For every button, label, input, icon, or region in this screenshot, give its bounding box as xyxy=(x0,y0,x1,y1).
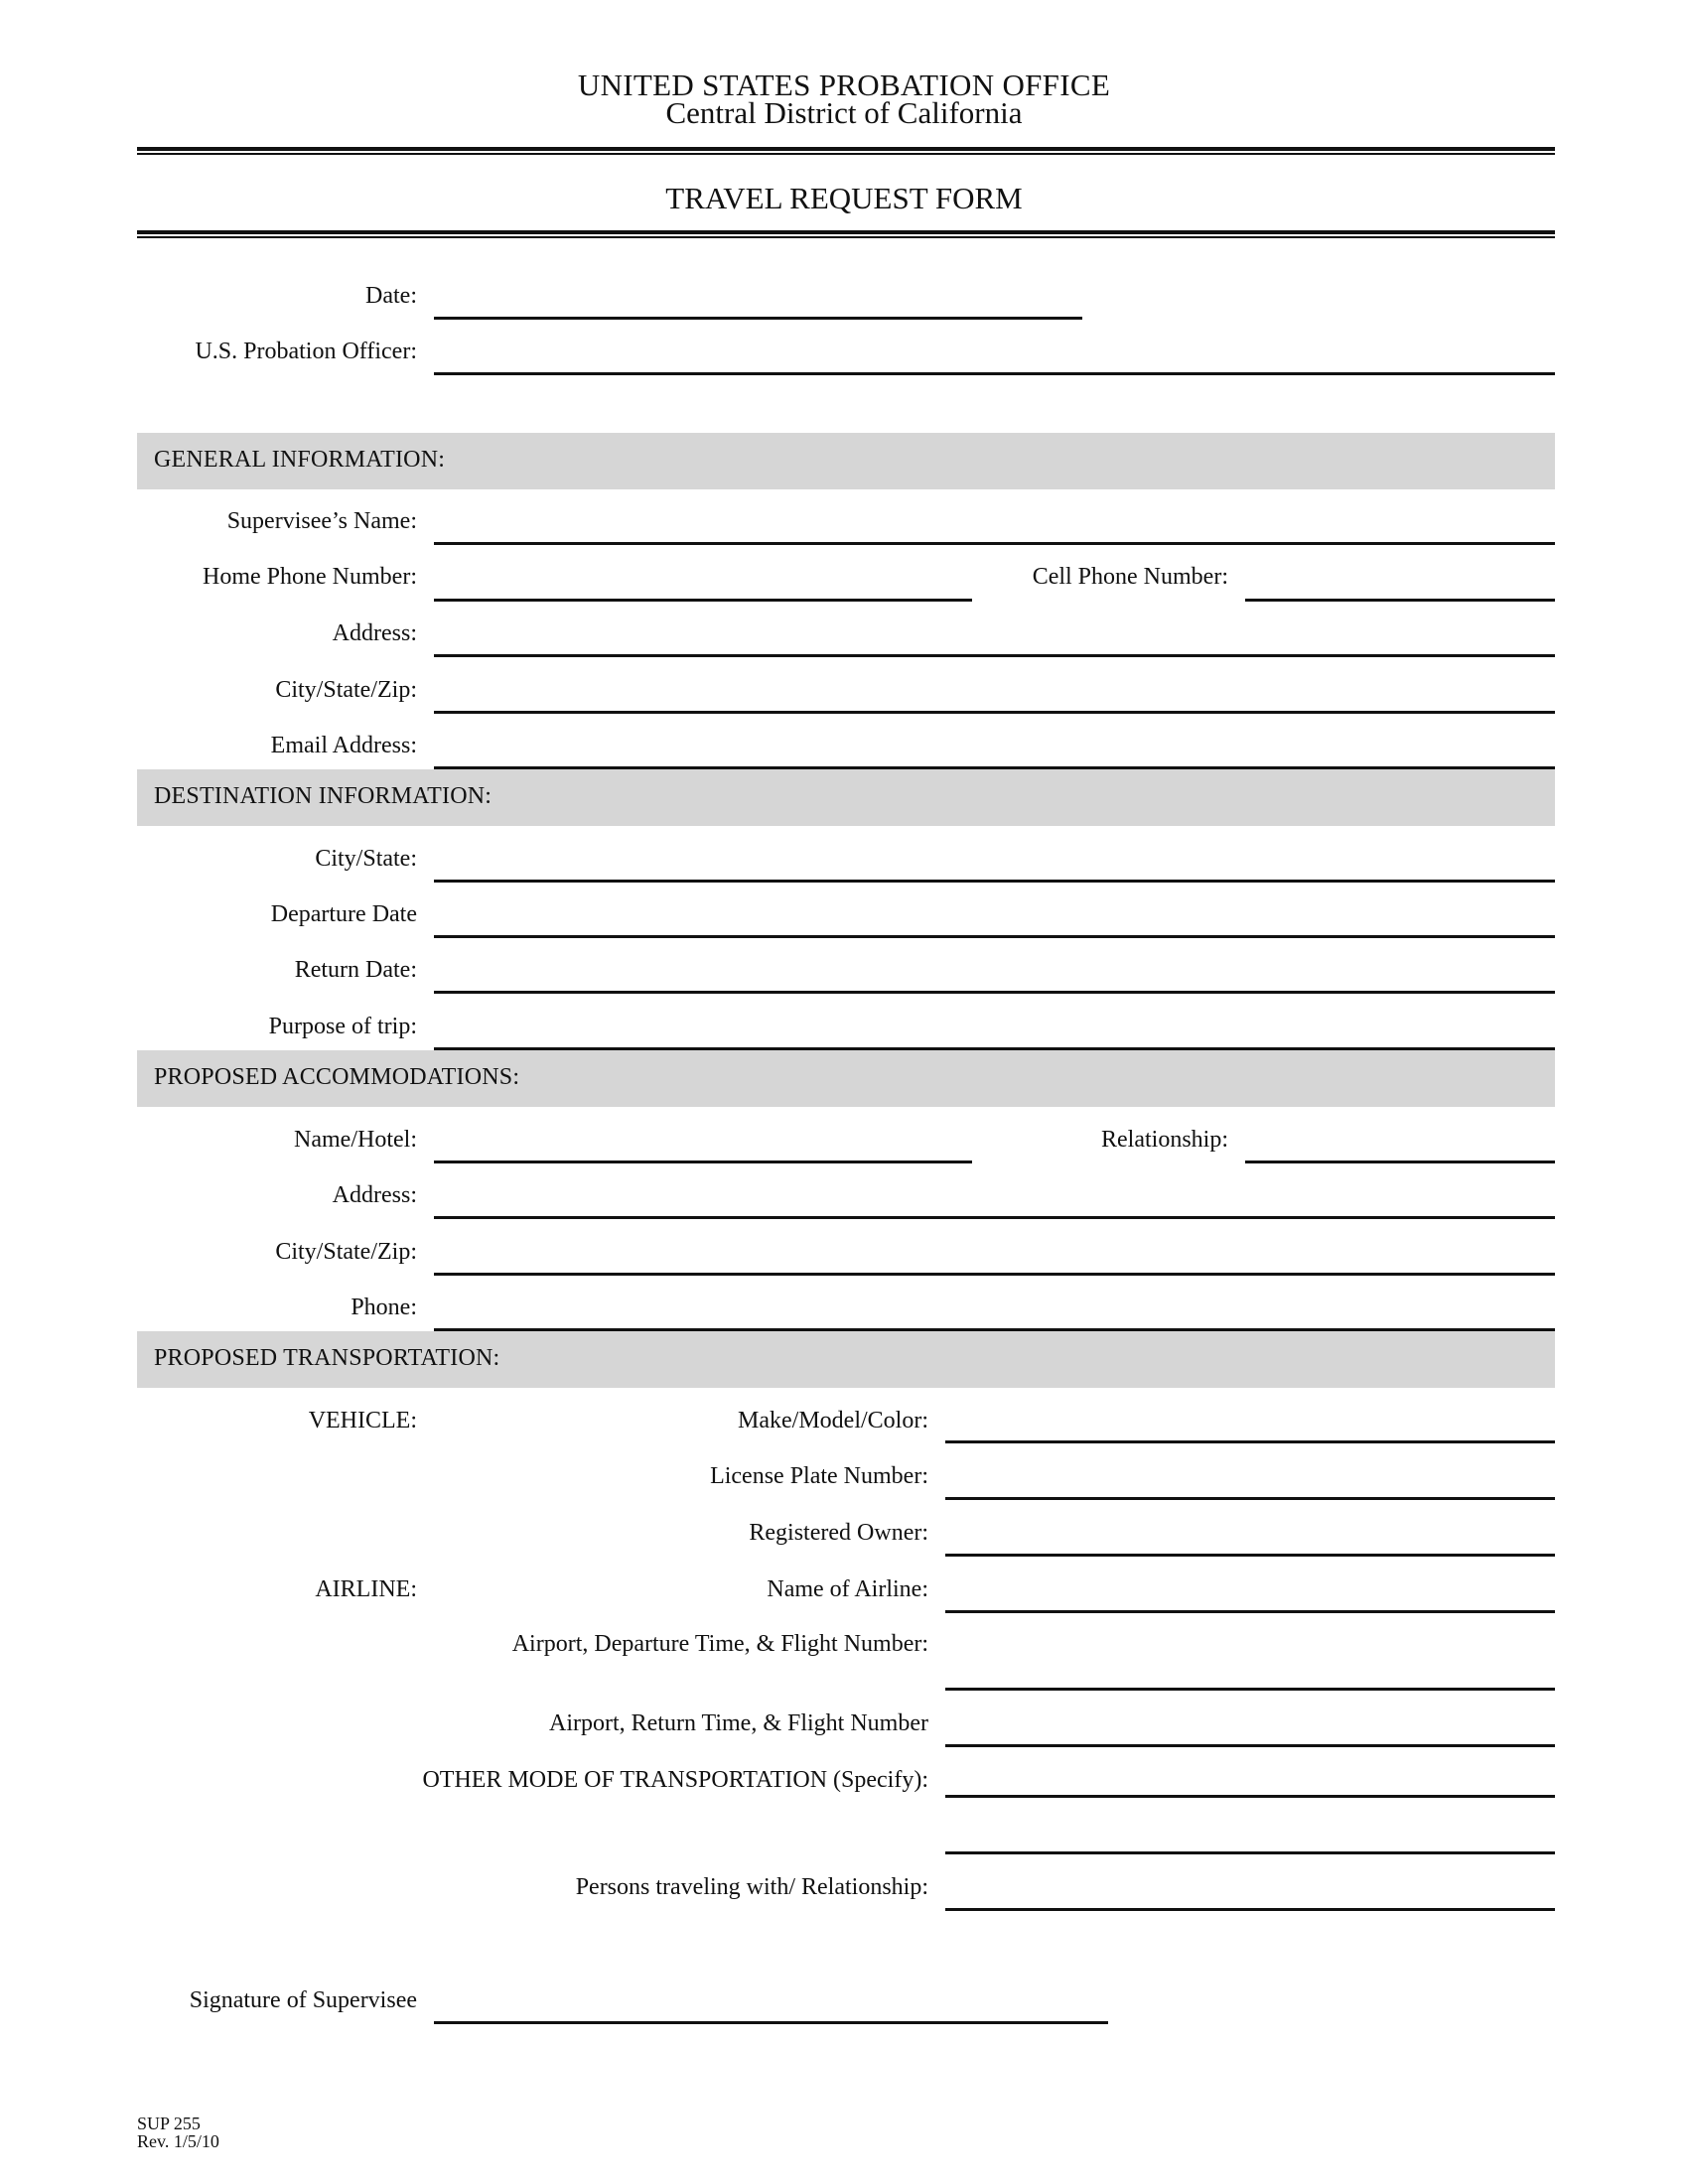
relationship-field[interactable] xyxy=(1245,1160,1555,1163)
city-state-zip-label: City/State/Zip: xyxy=(275,677,417,703)
destination-city-state-label: City/State: xyxy=(315,846,417,872)
city-state-zip-field[interactable] xyxy=(434,711,1555,714)
accommodation-city-state-zip-label: City/State/Zip: xyxy=(275,1239,417,1265)
officer-field[interactable] xyxy=(434,372,1555,375)
registered-owner-label: Registered Owner: xyxy=(749,1520,928,1546)
other-mode-field-2[interactable] xyxy=(945,1851,1555,1854)
accommodation-phone-label: Phone: xyxy=(351,1295,417,1320)
district-name: Central District of California xyxy=(665,95,1023,130)
airline-label: AIRLINE: xyxy=(315,1576,417,1602)
accommodation-address-field[interactable] xyxy=(434,1216,1555,1219)
return-date-label: Return Date: xyxy=(294,957,417,983)
date-label: Date: xyxy=(365,283,417,309)
form-number: SUP 255 xyxy=(137,2114,201,2133)
other-mode-label: OTHER MODE OF TRANSPORTATION (Specify): xyxy=(422,1767,928,1793)
cell-phone-label: Cell Phone Number: xyxy=(1032,564,1228,590)
signature-field[interactable] xyxy=(434,2021,1108,2024)
signature-label: Signature of Supervisee xyxy=(189,1987,417,2013)
general-information-heading: GENERAL INFORMATION: xyxy=(154,447,446,473)
accommodations-band xyxy=(137,1050,1555,1107)
destination-information-band xyxy=(137,769,1555,826)
supervisee-name-field[interactable] xyxy=(434,542,1555,545)
other-mode-field-1[interactable] xyxy=(945,1795,1555,1798)
license-plate-field[interactable] xyxy=(945,1497,1555,1500)
form-footer xyxy=(137,2115,219,2150)
license-plate-label: License Plate Number: xyxy=(710,1463,928,1489)
airline-name-field[interactable] xyxy=(945,1610,1555,1613)
persons-traveling-label: Persons traveling with/ Relationship: xyxy=(575,1874,928,1900)
name-hotel-label: Name/Hotel: xyxy=(294,1127,417,1153)
departure-date-label: Departure Date xyxy=(270,901,417,927)
return-flight-field[interactable] xyxy=(945,1744,1555,1747)
organization-name: UNITED STATES PROBATION OFFICE xyxy=(577,68,1111,102)
make-model-label: Make/Model/Color: xyxy=(738,1408,928,1433)
departure-flight-field[interactable] xyxy=(945,1688,1555,1691)
purpose-label: Purpose of trip: xyxy=(268,1014,417,1039)
header-rule-top xyxy=(137,147,1555,156)
form-title: TRAVEL REQUEST FORM xyxy=(665,181,1023,215)
return-date-field[interactable] xyxy=(434,991,1555,994)
make-model-field[interactable] xyxy=(945,1440,1555,1443)
home-phone-label: Home Phone Number: xyxy=(203,564,417,590)
persons-traveling-field[interactable] xyxy=(945,1908,1555,1911)
general-information-band xyxy=(137,433,1555,489)
address-field[interactable] xyxy=(434,654,1555,657)
return-flight-label: Airport, Return Time, & Flight Number xyxy=(548,1710,928,1736)
transportation-heading: PROPOSED TRANSPORTATION: xyxy=(154,1345,500,1371)
airline-name-label: Name of Airline: xyxy=(767,1576,928,1602)
accommodation-city-state-zip-field[interactable] xyxy=(434,1273,1555,1276)
form-revision: Rev. 1/5/10 xyxy=(137,2131,219,2151)
departure-date-field[interactable] xyxy=(434,935,1555,938)
header-rule-bottom xyxy=(137,230,1555,239)
cell-phone-field[interactable] xyxy=(1245,599,1555,602)
name-hotel-field[interactable] xyxy=(434,1160,972,1163)
accommodation-address-label: Address: xyxy=(332,1182,417,1208)
vehicle-label: VEHICLE: xyxy=(308,1408,417,1433)
relationship-label: Relationship: xyxy=(1101,1127,1228,1153)
home-phone-field[interactable] xyxy=(434,599,972,602)
email-label: Email Address: xyxy=(270,733,417,758)
destination-information-heading: DESTINATION INFORMATION: xyxy=(154,783,492,809)
departure-flight-label: Airport, Departure Time, & Flight Number: xyxy=(511,1631,928,1657)
address-label: Address: xyxy=(332,620,417,646)
transportation-band xyxy=(137,1331,1555,1388)
accommodations-heading: PROPOSED ACCOMMODATIONS: xyxy=(154,1064,520,1090)
form-header xyxy=(0,68,1688,130)
date-field[interactable] xyxy=(434,317,1082,320)
destination-city-state-field[interactable] xyxy=(434,880,1555,883)
registered-owner-field[interactable] xyxy=(945,1554,1555,1557)
officer-label: U.S. Probation Officer: xyxy=(195,339,417,364)
supervisee-name-label: Supervisee’s Name: xyxy=(226,508,417,534)
